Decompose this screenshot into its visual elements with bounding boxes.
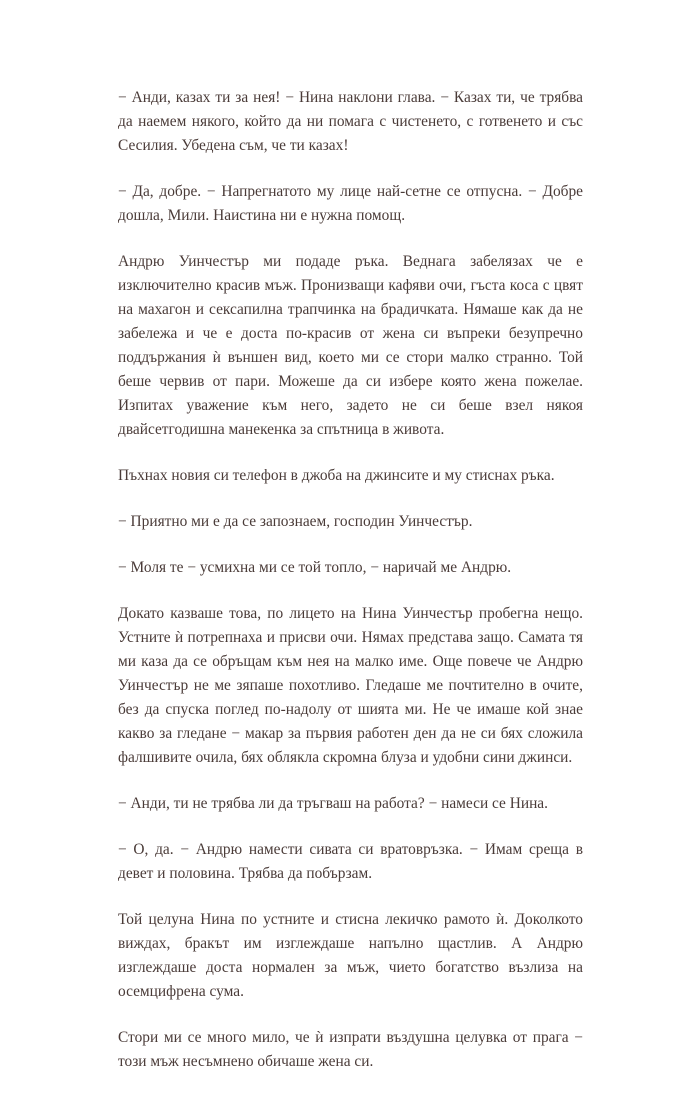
paragraph-4: Пъхнах новия си телефон в джоба на джинсите и му стиснах ръка. xyxy=(118,467,555,484)
paragraph-3: Андрю Уинчестър ми подаде ръка. Веднага забелязах че е изключително красив мъж. Пронизващи кафяви очи, гъста коса с цвят на махагон и сексапилна трапчинка на брадичката. Нямаше как да не забележа и че е доста по-красив от жена си въпреки безупречно поддържания ѝ външен вид, което ми се стори малко странно. Той беше червив от пари. Можеше да си избере която жена пожелае. Изпитах уважение към него, задето не си беше взел някоя двайсетгодишна манекенка за спътница в живота. xyxy=(118,253,583,438)
paragraph-11: Стори ми се много мило, че ѝ изпрати въздушна целувка от прага − този мъж несъмнено обичаше жена си. xyxy=(118,1029,583,1070)
paragraph-7: Докато казваше това, по лицето на Нина Уинчестър пробегна нещо. Устните ѝ потрепнаха и присви очи. Нямах представа защо. Самата тя ми каза да се обръщам към нея на малко име. Още повече че Андрю Уинчестър не ме зяпаше похотливо. Гледаше ме почтително в очите, без да спуска поглед по-надолу от шията ми. Не че имаше кой знае какво за гледане − макар за първия работен ден да не си бях сложила фалшивите очила, бях облякла скромна блуза и удобни сини джинси. xyxy=(118,605,583,766)
paragraph-8: − Анди, ти не трябва ли да тръгваш на работа? − намеси се Нина. xyxy=(118,795,548,812)
paragraph-5: − Приятно ми е да се запознаем, господин Уинчестър. xyxy=(118,513,473,530)
paragraph-1: − Анди, казах ти за нея! − Нина наклони глава. − Казах ти, че трябва да наемем някого, който да ни помага с чистенето, с готвенето и със Сесилия. Убедена съм, че ти казах! xyxy=(118,89,583,154)
paragraph-10: Той целуна Нина по устните и стисна лекичко рамото ѝ. Доколкото виждах, бракът им изглеждаше напълно щастлив. А Андрю изглеждаше доста нормален за мъж, чието богатство възлиза на осемцифрена сума. xyxy=(118,911,583,1000)
paragraph-6: − Моля те − усмихна ми се той топло, − наричай ме Андрю. xyxy=(118,559,512,576)
paragraph-2: − Да, добре. − Напрегнатото му лице най-сетне се отпусна. − Добре дошла, Мили. Наистина ни е нужна помощ. xyxy=(118,183,583,224)
body-text xyxy=(118,86,583,1096)
paragraph-9: − О, да. − Андрю намести сивата си вратовръзка. − Имам среща в девет и половина. Трябва да побързам. xyxy=(118,841,583,882)
